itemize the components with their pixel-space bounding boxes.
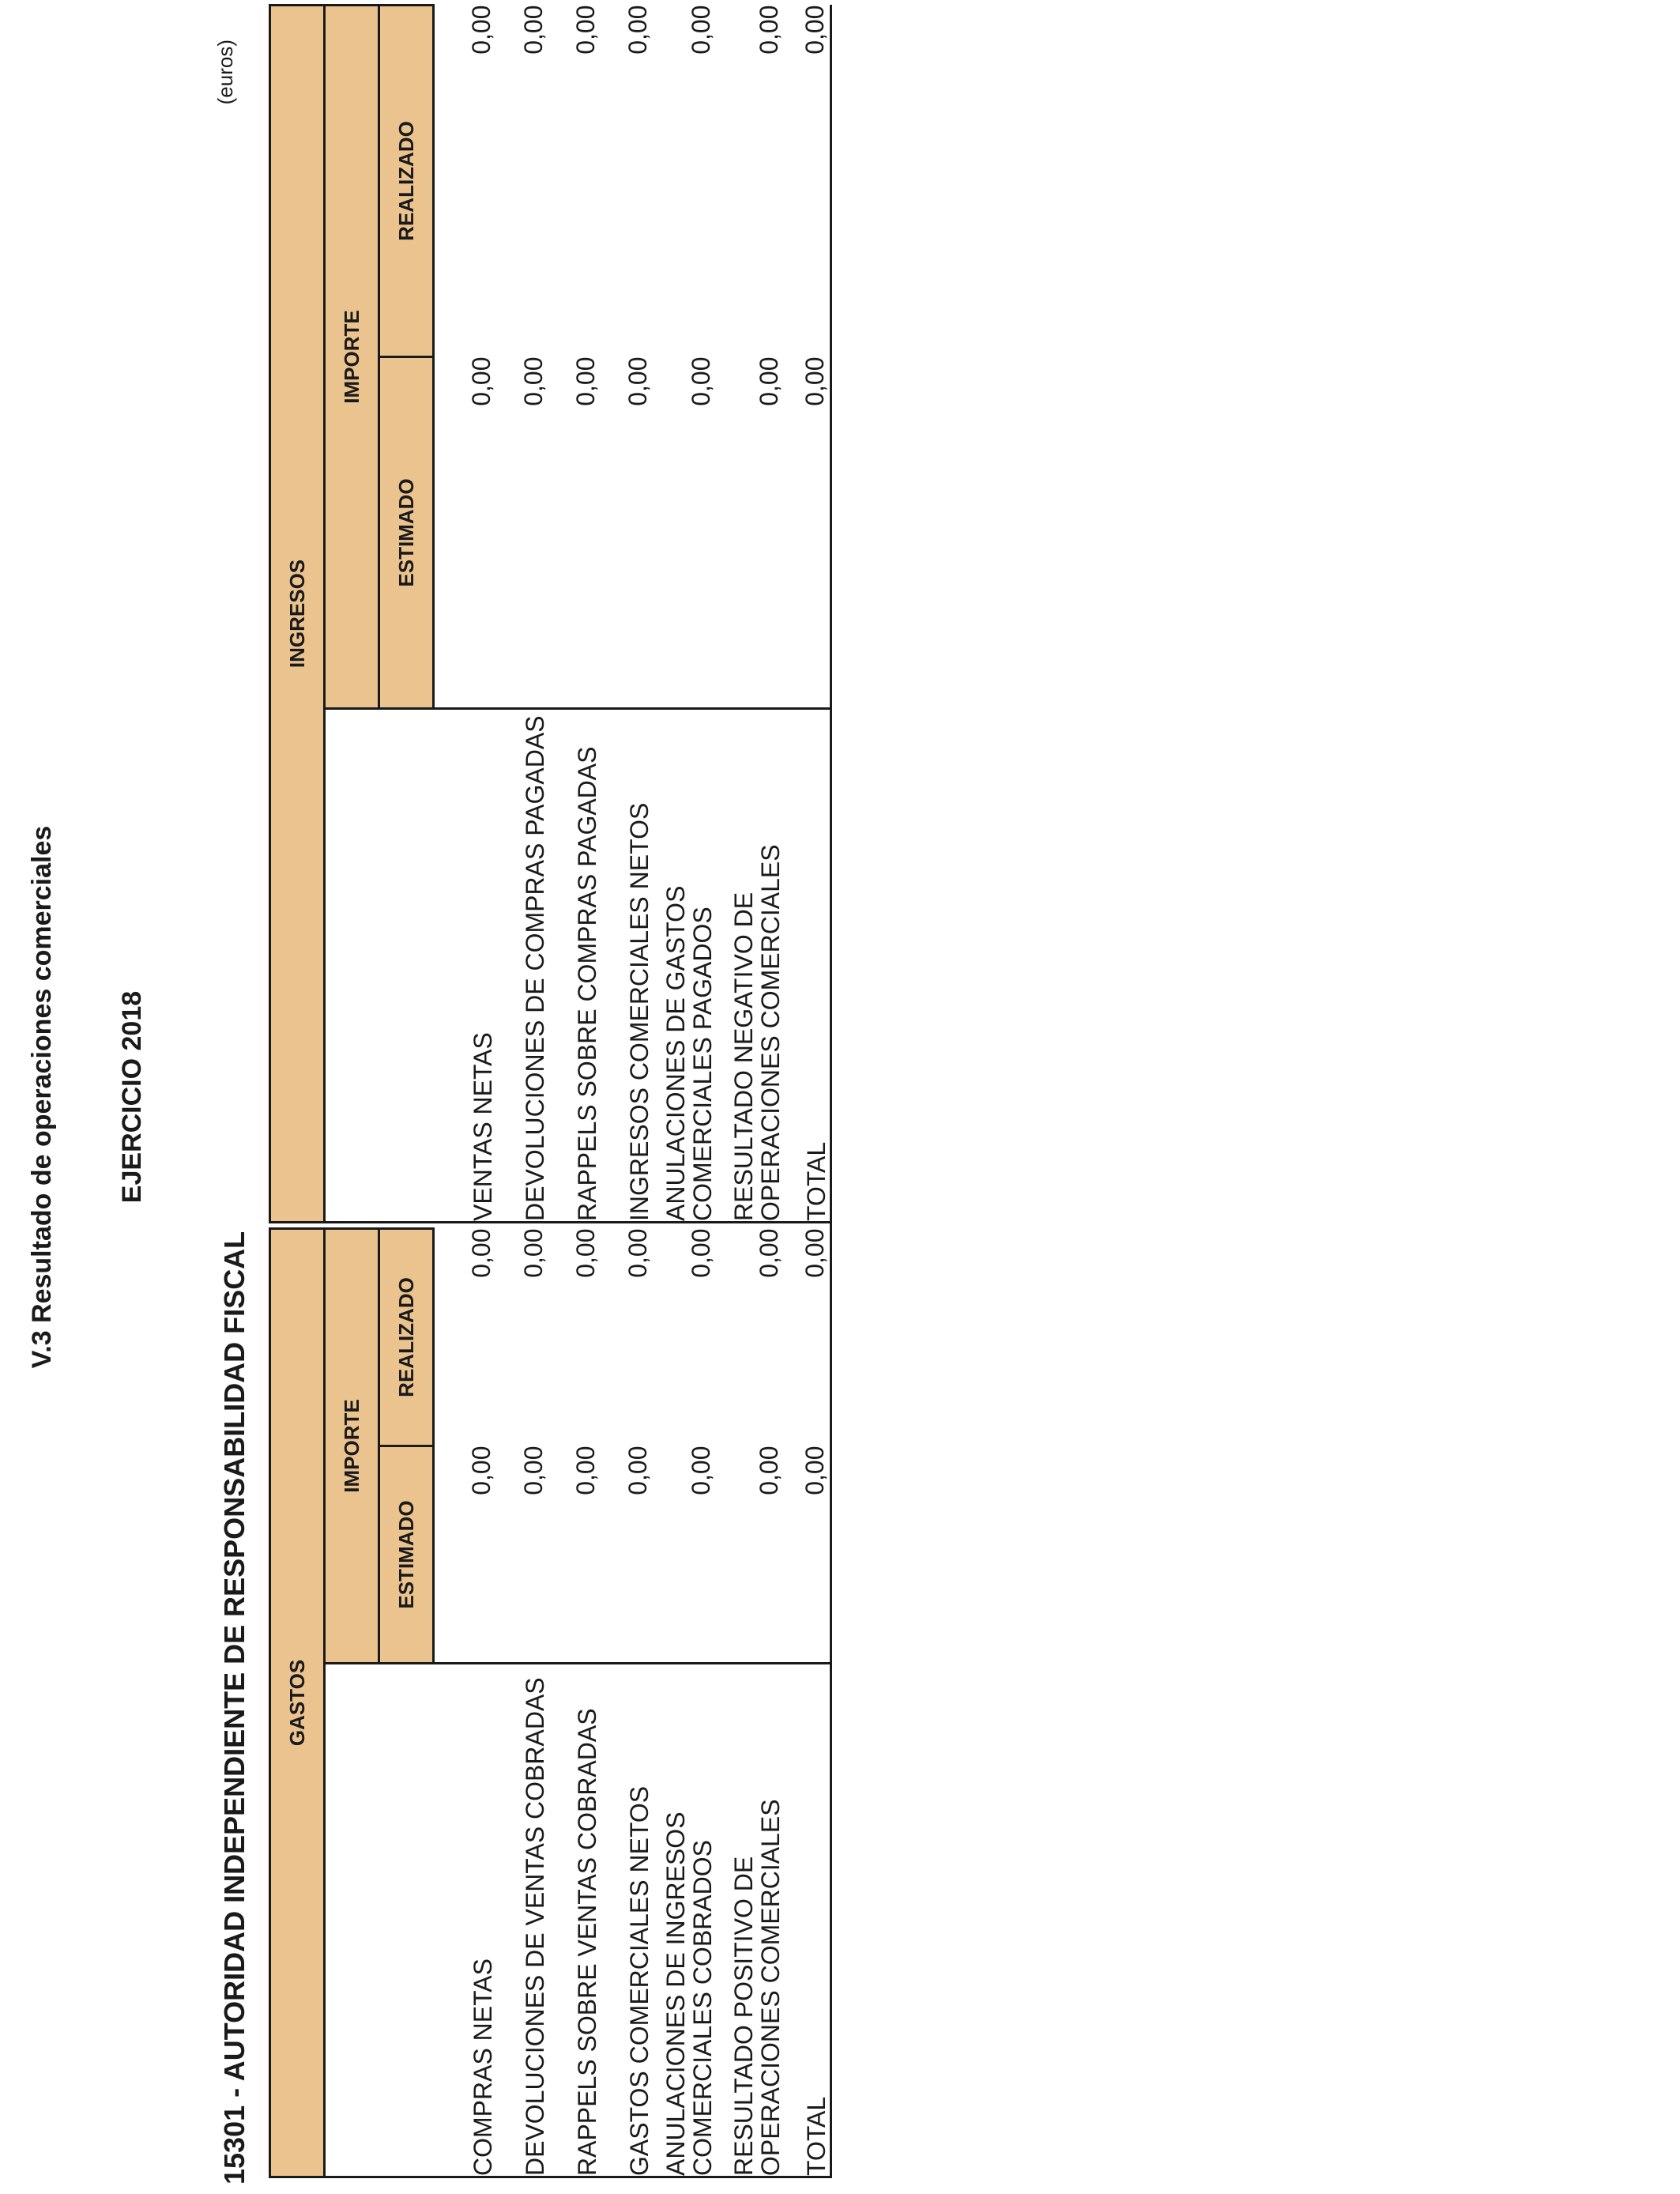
table-row (601, 5, 653, 2177)
ingreso-estimado: 0,00 (519, 356, 548, 406)
gasto-estimado: 0,00 (755, 1446, 783, 1495)
gasto-estimado: 0,00 (519, 1446, 548, 1495)
ingreso-label: RESULTADO NEGATIVO DE OPERACIONES COMERCIALES (716, 708, 784, 1222)
ingreso-label: DEVOLUCIONES DE COMPRAS PAGADAS (496, 708, 548, 1222)
table-row (548, 5, 601, 2177)
entity-name: 15301 - AUTORIDAD INDEPENDIENTE DE RESPONSABILIDAD FISCAL (218, 1231, 250, 2185)
ingreso-realizado: 0,00 (687, 5, 715, 55)
gasto-realizado: 0,00 (755, 1228, 783, 1278)
ingreso-label: INGRESOS COMERCIALES NETOS (601, 708, 653, 1222)
ingreso-label: TOTAL (784, 708, 831, 1222)
ingresos-importe-header: IMPORTE (325, 5, 379, 708)
gasto-estimado: 0,00 (467, 1446, 495, 1495)
gastos-realizado-header: REALIZADO (379, 1228, 434, 1446)
gasto-label: RESULTADO POSITIVO DE OPERACIONES COMERCIALES (716, 1664, 784, 2177)
table-row (716, 5, 784, 2177)
row-separator (496, 1222, 548, 1228)
row-separator (548, 1222, 601, 1228)
gasto-realizado: 0,00 (623, 1228, 652, 1278)
gasto-estimado: 0,00 (687, 1446, 715, 1495)
gasto-realizado: 0,00 (467, 1228, 495, 1278)
gasto-realizado: 0,00 (519, 1228, 548, 1278)
table-row (653, 5, 716, 2177)
column-separator (270, 1222, 434, 1228)
row-separator (784, 1222, 831, 1228)
ingreso-realizado: 0,00 (784, 5, 831, 356)
document-title: V.3 Resultado de operaciones comerciales (27, 825, 57, 1369)
ingreso-realizado: 0,00 (755, 5, 783, 55)
gasto-label: COMPRAS NETAS (434, 1664, 497, 2177)
exercise-year: EJERCICIO 2018 (117, 990, 147, 1204)
table-row-total (784, 5, 831, 2177)
gasto-label: RAPPELS SOBRE VENTAS COBRADAS (548, 1664, 601, 2177)
ingreso-label: RAPPELS SOBRE COMPRAS PAGADAS (548, 708, 601, 1222)
ingreso-realizado: 0,00 (571, 5, 600, 55)
ingreso-label: ANULACIONES DE GASTOS COMERCIALES PAGADOS (653, 708, 716, 1222)
units-label: (euros) (213, 40, 237, 105)
ingresos-realizado-header: REALIZADO (379, 5, 434, 356)
gasto-label: ANULACIONES DE INGRESOS COMERCIALES COBRADOS (653, 1664, 716, 2177)
row-separator (653, 1222, 716, 1228)
gasto-label: GASTOS COMERCIALES NETOS (601, 1664, 653, 2177)
ingreso-realizado: 0,00 (519, 5, 548, 55)
ingreso-estimado: 0,00 (755, 356, 783, 406)
gastos-importe-header: IMPORTE (325, 1228, 379, 1663)
ingreso-label: VENTAS NETAS (434, 708, 497, 1222)
table-row (496, 5, 548, 2177)
ingreso-estimado: 0,00 (623, 356, 652, 406)
ingresos-estimado-header: ESTIMADO (379, 356, 434, 708)
gasto-realizado: 0,00 (784, 1228, 831, 1446)
ingreso-estimado: 0,00 (687, 356, 715, 406)
gastos-header: GASTOS (270, 1228, 325, 2177)
commercial-operations-table (269, 4, 832, 2178)
ingresos-header: INGRESOS (270, 5, 325, 1222)
ingresos-concept-header (325, 708, 434, 1222)
ingreso-estimado: 0,00 (467, 356, 495, 406)
row-separator (434, 1222, 497, 1228)
gasto-label: TOTAL (784, 1664, 831, 2177)
gasto-estimado: 0,00 (571, 1446, 600, 1495)
gasto-estimado: 0,00 (623, 1446, 652, 1495)
gastos-estimado-header: ESTIMADO (379, 1446, 434, 1664)
ingreso-realizado: 0,00 (623, 5, 652, 55)
gasto-label: DEVOLUCIONES DE VENTAS COBRADAS (496, 1664, 548, 2177)
ingreso-estimado: 0,00 (784, 356, 831, 708)
ingreso-estimado: 0,00 (571, 356, 600, 406)
table-row (434, 5, 497, 2177)
gasto-realizado: 0,00 (687, 1228, 715, 1278)
ingreso-realizado: 0,00 (467, 5, 495, 55)
row-separator (601, 1222, 653, 1228)
gastos-concept-header (325, 1664, 434, 2177)
gasto-estimado: 0,00 (784, 1446, 831, 1664)
row-separator (716, 1222, 784, 1228)
gasto-realizado: 0,00 (571, 1228, 600, 1278)
